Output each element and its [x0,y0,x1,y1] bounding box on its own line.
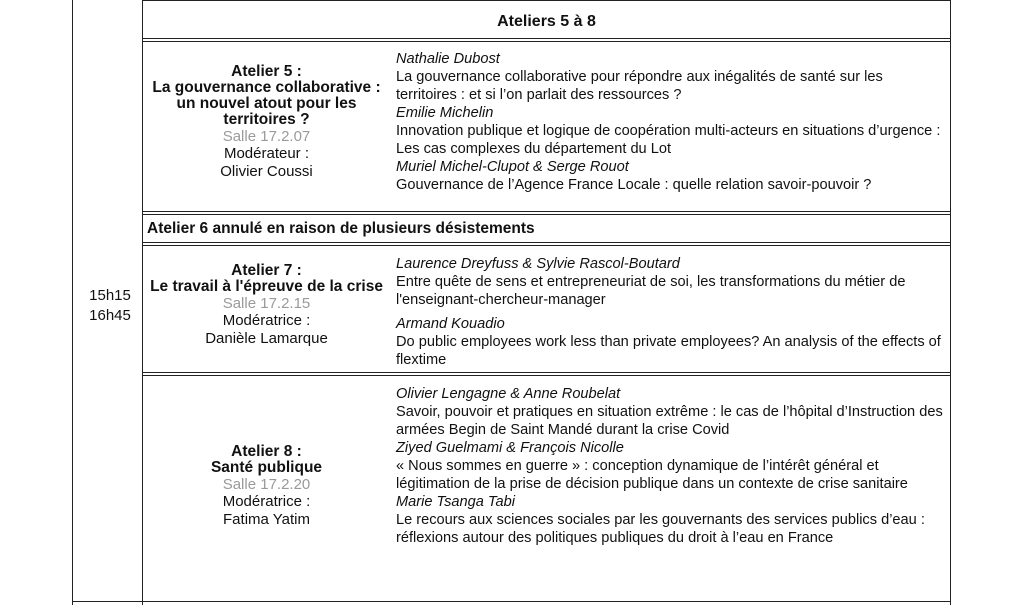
atelier5-moderator-name: Olivier Coussi [220,163,313,180]
atelier7-moderator-role: Modératrice : [222,312,311,329]
talk-authors: Nathalie Dubost [396,51,500,67]
cancelled-bottom-rule [143,242,950,246]
atelier5-number: Atelier 5 : [231,63,302,80]
atelier8-number: Atelier 8 : [231,443,302,460]
atelier7-moderator-name: Danièle Lamarque [205,330,328,347]
atelier7-info [143,263,390,348]
atelier8-title: Santé publique [210,459,323,476]
talk-authors: Marie Tsanga Tabi [396,494,515,510]
talk-title: Entre quête de sens et entrepreneuriat de soi, les transformations du métier de l'enseignant-chercheur-manager [396,274,906,308]
atelier5-bottom-rule [143,211,950,215]
session-time [80,286,140,326]
session-end-time: 16h45 [89,307,131,324]
talk-title: Gouvernance de l’Agence France Locale : quelle relation savoir-pouvoir ? [396,177,872,193]
atelier7-talks [396,255,946,369]
atelier7-number: Atelier 7 : [231,262,302,279]
talk-title: Savoir, pouvoir et pratiques en situation extrême : le cas de l’hôpital d’Instruction des armées Begin de Saint Mandé durant la crise Covid [396,404,943,438]
talk-authors: Ziyed Guelmami & François Nicolle [396,440,624,456]
atelier8-info [143,444,390,529]
talk-title: « Nous sommes en guerre » : conception dynamique de l’intérêt général et légitimation de la prise de décision publique dans un contexte de crise sanitaire [396,458,908,492]
talk-title: La gouvernance collaborative pour répondre aux inégalités de santé sur les territoires : et si l’on parlait des ressources ? [396,69,883,103]
talk-authors: Olivier Lengagne & Anne Roubelat [396,386,621,402]
talk-authors: Emilie Michelin [396,105,494,121]
atelier8-moderator-name: Fatima Yatim [223,511,310,528]
atelier8-talks [396,385,946,547]
atelier5-info [143,64,390,181]
atelier5-room: Salle 17.2.07 [222,128,311,145]
atelier5-moderator-role: Modérateur : [223,145,310,162]
left-border [72,0,73,605]
header-top-rule [143,0,950,1]
atelier7-bottom-rule [143,372,950,376]
atelier8-moderator-role: Modératrice : [222,493,311,510]
talk-title: Innovation publique et logique de coopération multi-acteurs en situations d’urgence : Les cas complexes du département du Lot [396,123,941,157]
talk-title: Do public employees work less than private employees? An analysis of the effects of flextime [396,334,941,368]
section-header: Ateliers 5 à 8 [497,13,596,30]
table-bottom-rule [72,601,951,602]
atelier7-room: Salle 17.2.15 [222,295,311,312]
cancelled-notice: Atelier 6 annulé en raison de plusieurs désistements [147,220,535,237]
header-bottom-rule [143,38,950,42]
talk-title: Le recours aux sciences sociales par les gouvernants des services publics d’eau : réflexions autour des politiques publiques du droit à l’eau en France [396,512,925,546]
talk-authors: Laurence Dreyfuss & Sylvie Rascol-Boutard [396,256,680,272]
talk-authors: Armand Kouadio [396,316,505,332]
right-border [950,0,951,605]
atelier8-room: Salle 17.2.20 [222,476,311,493]
atelier5-title: La gouvernance collaborative : un nouvel atout pour les territoires ? [152,79,381,128]
atelier5-talks [396,50,946,194]
atelier7-title: Le travail à l'épreuve de la crise [150,278,383,295]
session-start-time: 15h15 [89,287,131,304]
talk-authors: Muriel Michel-Clupot & Serge Rouot [396,159,629,175]
